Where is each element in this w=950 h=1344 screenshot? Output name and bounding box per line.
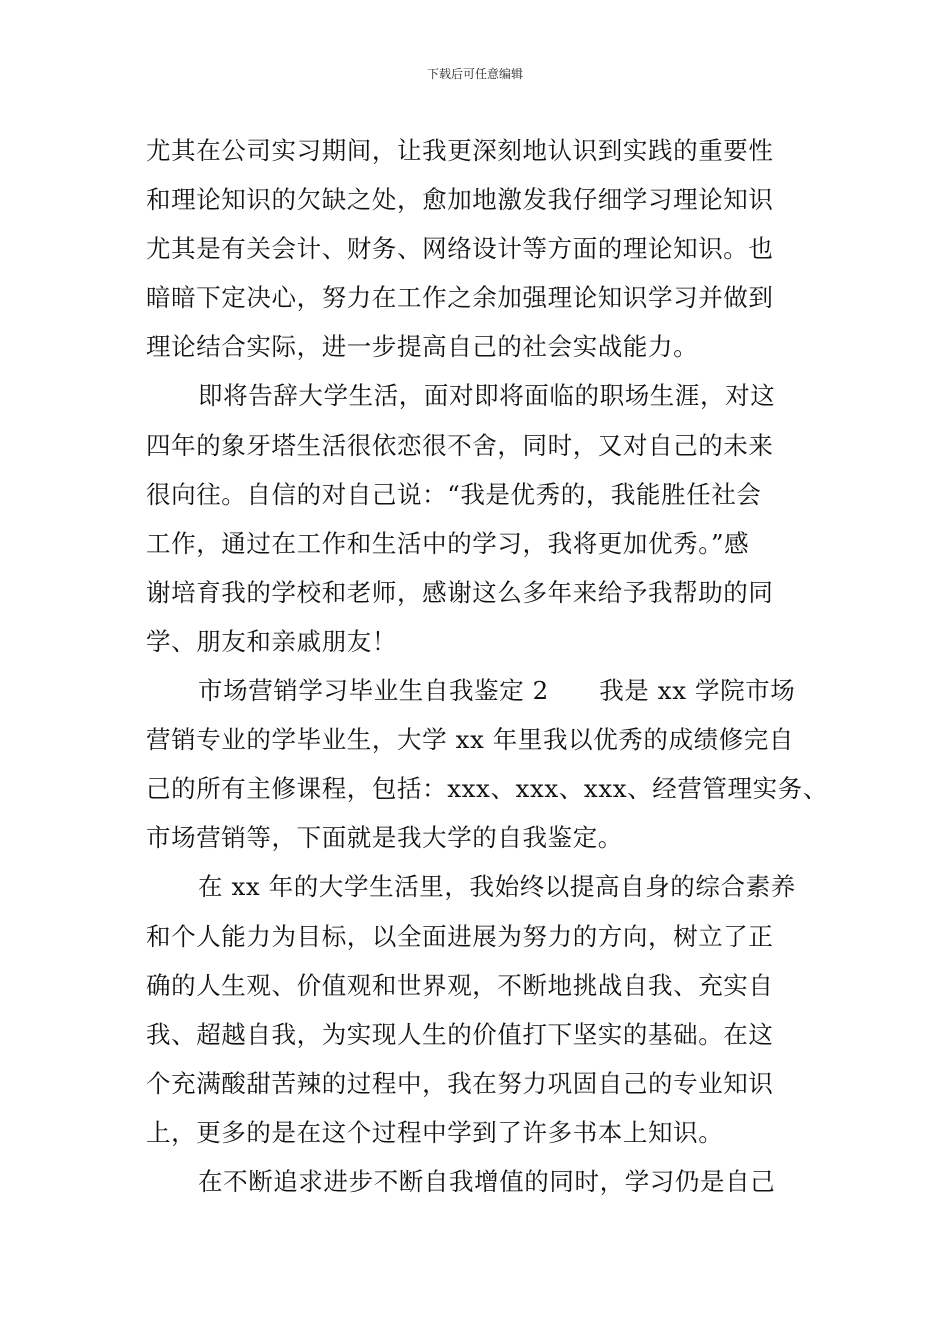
text-line: 和个人能力为目标，以全面进展为努力的方向，树立了正 <box>146 921 774 951</box>
text-line: 在 xx 年的大学生活里，我始终以提高自身的综合素养 <box>198 872 796 902</box>
page-header: 下载后可任意编辑 <box>426 67 523 81</box>
text-line: 在不断追求进步不断自我增值的同时，学习仍是自己 <box>198 1166 776 1196</box>
text-line: 学、朋友和亲戚朋友！ <box>146 626 397 656</box>
text-line: 市场营销等，下面就是我大学的自我鉴定。 <box>146 823 623 853</box>
text-line: 己的所有主修课程，包括：xxx、xxx、xxx、经营管理实务、 <box>146 774 828 804</box>
text-line: 暗暗下定决心，努力在工作之余加强理论知识学习并做到 <box>146 283 774 313</box>
text-line: 工作，通过在工作和生活中的学习，我将更加优秀。”感 <box>146 528 750 558</box>
text-line: 个充满酸甜苦辣的过程中，我在努力巩固自己的专业知识 <box>146 1068 774 1098</box>
text-line: 营销专业的学毕业生，大学 xx 年里我以优秀的成绩修完自 <box>146 725 795 755</box>
text-line: 和理论知识的欠缺之处，愈加地激发我仔细学习理论知识 <box>146 185 774 215</box>
text-line: 确的人生观、价值观和世界观，不断地挑战自我、充实自 <box>146 970 774 1000</box>
text-line: 尤其是有关会计、财务、网络设计等方面的理论知识。也 <box>146 234 774 264</box>
document-body <box>146 126 846 1206</box>
text-line: 理论结合实际，进一步提高自己的社会实战能力。 <box>146 332 699 362</box>
text-line: 很向往。自信的对自己说：“我是优秀的，我能胜任社会 <box>146 479 762 509</box>
text-line: 上，更多的是在这个过程中学到了许多书本上知识。 <box>146 1117 724 1147</box>
text-line: 市场营销学习毕业生自我鉴定 2 我是 xx 学院市场 <box>198 676 796 706</box>
text-line: 我、超越自我，为实现人生的价值打下坚实的基础。在这 <box>146 1019 774 1049</box>
text-line: 即将告辞大学生活，面对即将面临的职场生涯，对这 <box>198 381 776 411</box>
text-line: 谢培育我的学校和老师，感谢这么多年来给予我帮助的同 <box>146 577 774 607</box>
text-line: 尤其在公司实习期间，让我更深刻地认识到实践的重要性 <box>146 136 774 165</box>
text-line: 四年的象牙塔生活很依恋很不舍，同时，又对自己的未来 <box>146 430 774 460</box>
